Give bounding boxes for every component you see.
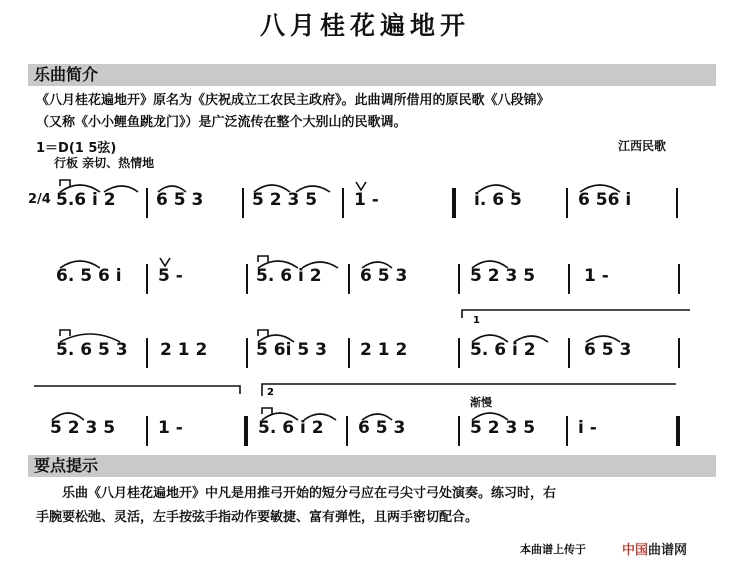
measure: 2 1 2 bbox=[360, 340, 408, 360]
key-signature: 1＝D(1 5弦) bbox=[36, 141, 117, 156]
page-title: 八月桂花遍地开 bbox=[259, 11, 470, 40]
intro-line-1: 《八月桂花遍地开》原名为《庆祝成立工农民主政府》。此曲调所借用的原民歌《八段锦》 bbox=[36, 93, 550, 108]
slur bbox=[478, 185, 514, 192]
volta-bracket-1 bbox=[462, 310, 690, 318]
slur bbox=[254, 185, 290, 192]
section-heading-tips: 要点提示 bbox=[28, 455, 716, 477]
measure: i. 6 5 bbox=[474, 190, 522, 210]
measure: 1 - bbox=[354, 190, 379, 210]
volta-bracket-1-end bbox=[34, 386, 240, 394]
down-bow bbox=[262, 408, 272, 414]
slur bbox=[262, 413, 298, 420]
slur bbox=[304, 414, 336, 420]
measure: 6 5 3 bbox=[156, 190, 204, 210]
measure: 6. 5 6 i bbox=[56, 266, 122, 286]
slur bbox=[302, 262, 338, 268]
down-bow bbox=[258, 256, 268, 262]
slur bbox=[60, 185, 100, 192]
measure: 5. 6 5 3 bbox=[56, 340, 128, 360]
up-bow bbox=[160, 258, 170, 266]
folk-song-label: 江西民歌 bbox=[618, 139, 667, 153]
site-logo[interactable] bbox=[622, 539, 687, 558]
section-heading-intro: 乐曲简介 bbox=[28, 64, 716, 86]
measure: 5 2 3 5 bbox=[470, 266, 536, 286]
footer-uploaded-text: 本曲谱上传于 bbox=[520, 543, 586, 556]
measure: 5 2 3 5 bbox=[50, 418, 116, 438]
intro-line-2: （又称《小小鲤鱼跳龙门》）是广泛流传在整个大别山的民歌调。 bbox=[36, 115, 407, 130]
down-bow bbox=[258, 330, 268, 336]
slur bbox=[472, 261, 508, 268]
measure: 5 2 3 5 bbox=[252, 190, 318, 210]
slur bbox=[362, 414, 392, 420]
slur bbox=[258, 335, 294, 342]
logo-cn: 中国 bbox=[622, 543, 649, 558]
down-bow bbox=[60, 180, 70, 186]
slur bbox=[158, 186, 186, 192]
measure: 5 2 3 5 bbox=[470, 418, 536, 438]
slur bbox=[472, 413, 508, 420]
tips-line-1: 乐曲《八月桂花遍地开》中凡是用推弓开始的短分弓应在弓尖寸弓处演奏。练习时，右 bbox=[62, 486, 557, 501]
measure: i - bbox=[578, 418, 597, 438]
slur bbox=[52, 413, 84, 420]
down-bow bbox=[60, 330, 70, 336]
measure: 5 6i 5 3 bbox=[256, 340, 327, 360]
up-bow bbox=[356, 182, 366, 190]
time-signature: 2/4 bbox=[28, 192, 51, 207]
measure: 5. 6 i 2 bbox=[470, 340, 536, 360]
measure: 5 - bbox=[158, 266, 183, 286]
measure: 6 56 i bbox=[578, 190, 632, 210]
measure: 2 1 2 bbox=[160, 340, 208, 360]
logo-rest: 曲谱网 bbox=[648, 543, 688, 558]
measure: 5.6 i 2 bbox=[56, 190, 116, 210]
measure: 6 5 3 bbox=[358, 418, 406, 438]
measure: 6 5 3 bbox=[360, 266, 408, 286]
slur bbox=[514, 336, 548, 342]
measure: 5. 6 i 2 bbox=[258, 418, 324, 438]
tempo-marking: 行板 亲切、热情地 bbox=[54, 156, 155, 170]
slur bbox=[586, 336, 620, 342]
measure: 1 - bbox=[158, 418, 183, 438]
tips-line-2: 手腕要松弛、灵活，左手按弦手指动作要敏捷、富有弹性，且两手密切配合。 bbox=[36, 510, 479, 525]
slur bbox=[472, 335, 508, 342]
slur bbox=[296, 186, 330, 192]
measure: 1 - bbox=[584, 266, 609, 286]
slur bbox=[60, 334, 120, 342]
measure: 6 5 3 bbox=[584, 340, 632, 360]
slur bbox=[580, 185, 620, 192]
slur bbox=[258, 261, 298, 268]
measure: 5. 6 i 2 bbox=[256, 266, 322, 286]
slur bbox=[104, 186, 138, 192]
volta-number-2: 2 bbox=[267, 387, 274, 398]
volta-number-1: 1 bbox=[473, 315, 480, 326]
slur bbox=[362, 262, 392, 268]
slur bbox=[60, 261, 100, 268]
volta-bracket-2 bbox=[262, 384, 676, 396]
ritardando-marking: 渐慢 bbox=[470, 396, 492, 409]
